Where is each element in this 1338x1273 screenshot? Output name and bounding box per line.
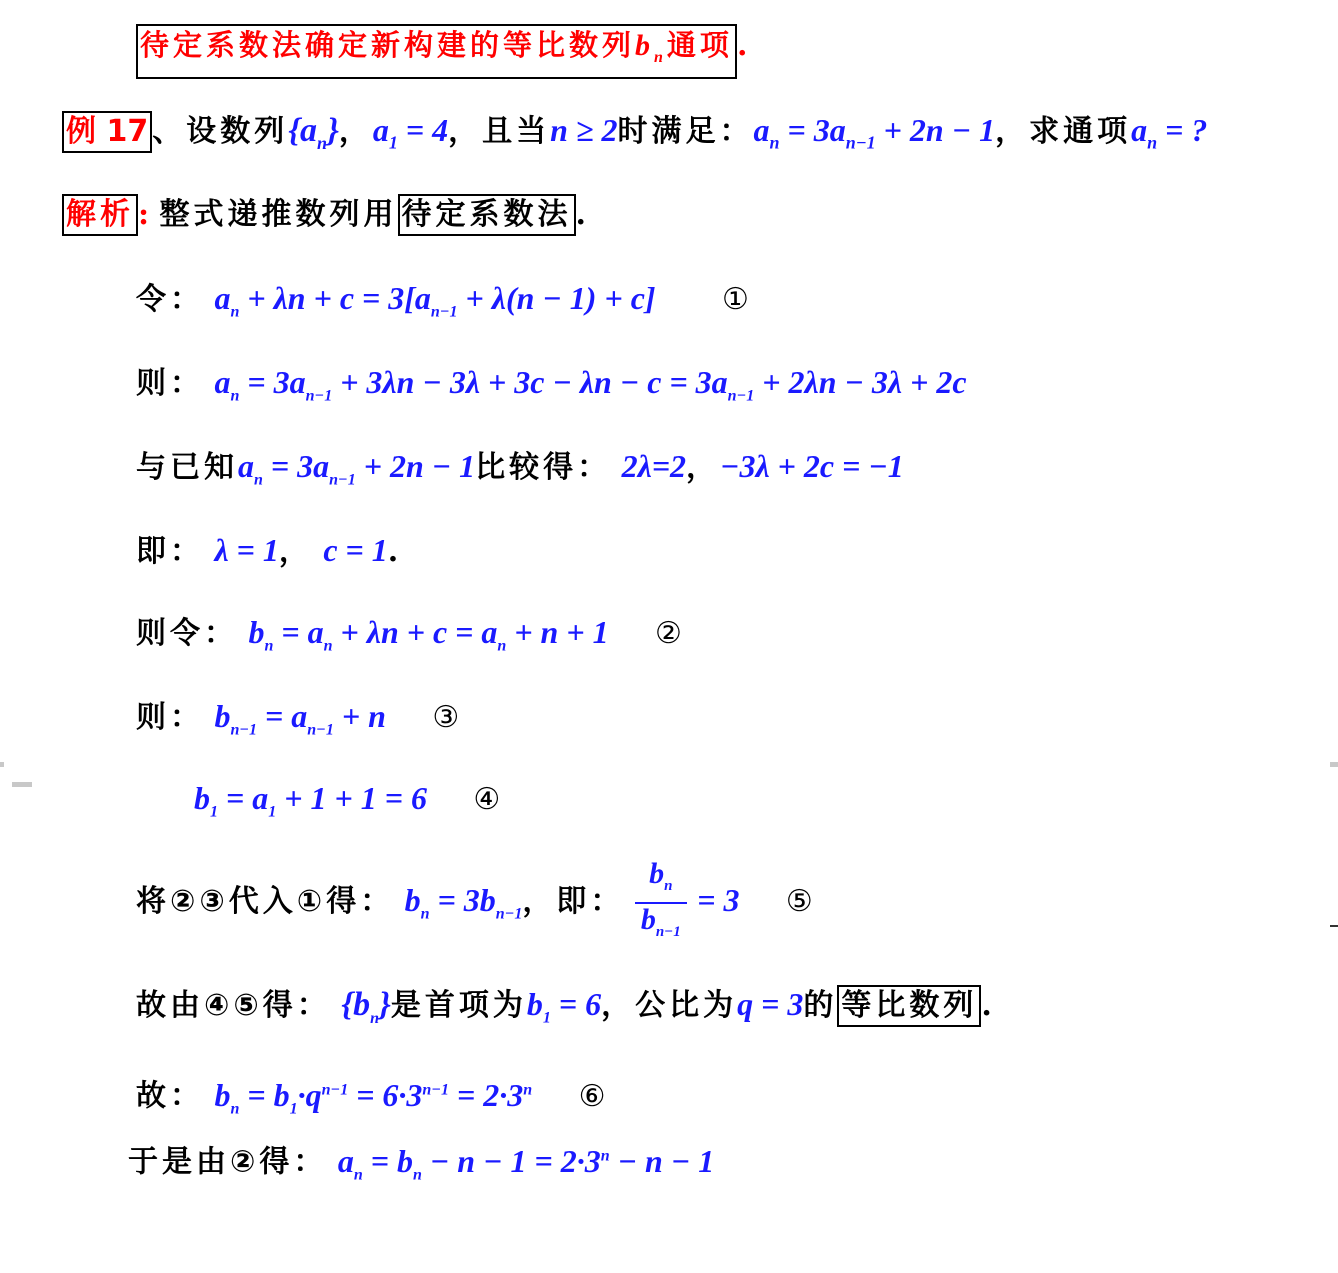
- sequence-a: $\{a_n\}$: [288, 112, 339, 153]
- section-title: 待定系数法确定新构建的等比数列$b_n$通项 .: [136, 24, 747, 79]
- step-8: 将②③代入①得： $b_n = 3b_{n-1}$，即： $\frac{b_n}{b_{n-1}}$ = 3 ⑤: [136, 858, 813, 954]
- example-line: 例 17 、设数列$\{a_n\}$，$a_1 = 4$，且当n ≥ 2时满足：$a_n = 3a_{n-1} + 2n - 1$，求通项$a_n$ = ?: [62, 110, 1207, 163]
- step-11: 于是由②得： $a_n = b_n - n - 1 = 2\cdot 3^n - n - 1$: [128, 1142, 715, 1184]
- right-edge-mark: [1330, 762, 1338, 767]
- step-5: 则令： $b_n = a_n + \lambda n + c = a_n + n + 1$ ②: [136, 614, 682, 655]
- title-box: 待定系数法确定新构建的等比数列$b_n$通项: [136, 24, 737, 79]
- fraction-ratio: $\frac{b_n}{b_{n-1}}$: [635, 858, 687, 948]
- tag-4: ④: [473, 782, 501, 817]
- geometric-box: 等比数列: [837, 985, 981, 1027]
- step-4: 即： λ = 1， c = 1.: [136, 532, 399, 569]
- n-condition: n ≥ 2: [550, 112, 618, 148]
- tag-2: ②: [655, 616, 682, 651]
- step-9: 故由④⑤得： $\{b_n\}$是首项为$b_1 = 6$，公比为q = 3的 等比数列 .: [136, 986, 992, 1027]
- ask: $a_n$ = ?: [1131, 112, 1208, 153]
- method-box: 待定系数法: [398, 194, 576, 236]
- step-7: $b_1 = a_1 + 1 + 1 = 6$ ④: [194, 780, 501, 821]
- right-edge-tick: [1330, 925, 1338, 927]
- analysis-label: 解析: [62, 194, 138, 236]
- step-3: 与已知$a_n = 3a_{n-1} + 2n - 1$比较得： 2λ=2，−3λ + 2c = −1: [136, 448, 904, 489]
- tag-5: ⑤: [785, 884, 813, 919]
- step-1: 令： $a_n + \lambda n + c = 3[a_{n-1} + \lambda(n - 1) + c]$ ①: [136, 280, 749, 321]
- recurrence: $a_n = 3a_{n-1} + 2n - 1$: [753, 112, 996, 153]
- left-edge-mark: [0, 762, 4, 767]
- example-label: 例 17: [62, 111, 152, 153]
- initial-condition: $a_1 = 4$: [372, 112, 449, 153]
- left-margin-mark: [12, 782, 32, 787]
- step-6: 则： $b_{n-1} = a_{n-1} + n$ ③: [136, 698, 460, 739]
- tag-6: ⑥: [578, 1078, 606, 1114]
- tag-1: ①: [722, 282, 749, 317]
- step-2: 则： $a_n = 3a_{n-1} + 3\lambda n - 3\lambda + 3c - \lambda n - c = 3a_{n-1} + 2\lambda n - 3\lambda + 2c$: [136, 364, 967, 405]
- tag-3: ③: [432, 700, 460, 735]
- analysis-line: 解析 : 整式递推数列用 待定系数法 .: [62, 194, 586, 236]
- step-10: 故： $b_n = b_1\cdot q^{n-1} = 6\cdot 3^{n-1} = 2\cdot 3^n$ ⑥: [136, 1076, 606, 1118]
